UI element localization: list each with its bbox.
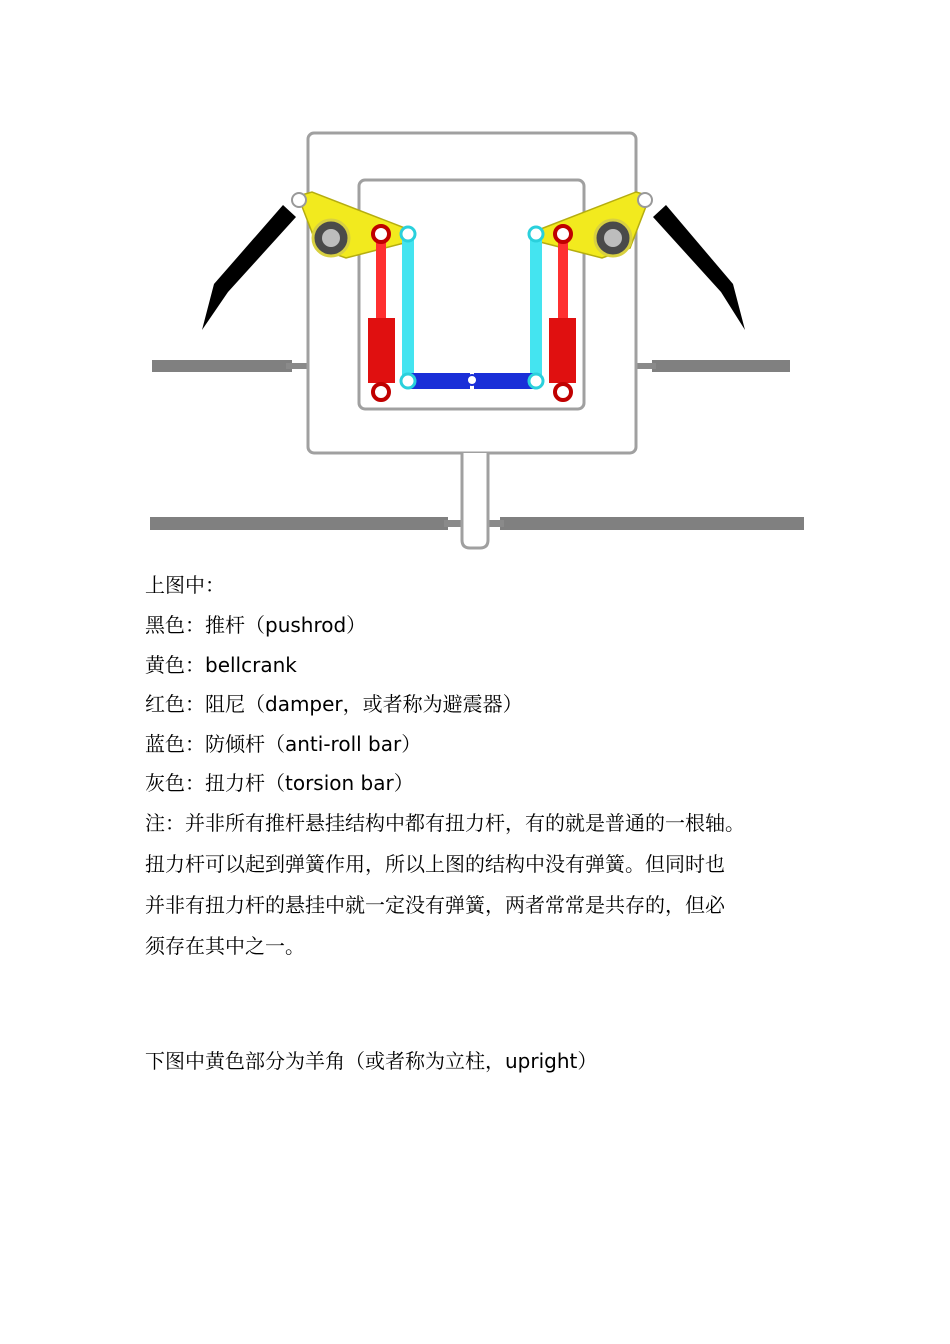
torsion-bar-lower-left [150, 517, 448, 530]
torsion-bar-upper-left [152, 360, 292, 372]
pushrod-left [202, 205, 296, 330]
note-line-4: 须存在其中之一。 [145, 934, 305, 958]
torsion-bar-upper-right [652, 360, 790, 372]
legend-damper: 红色：阻尼（damper，或者称为避震器） [145, 692, 523, 716]
legend-torsion-bar: 灰色：扭力杆（torsion bar） [145, 771, 414, 795]
torsion-bar-lower-right [500, 517, 804, 530]
next-figure-caption: 下图中黄色部分为羊角（或者称为立柱，upright） [145, 1049, 598, 1073]
note-line-1: 注：并非所有推杆悬挂结构中都有扭力杆，有的就是普通的一根轴。 [145, 811, 745, 835]
bellcrank-pivot-left-hub [322, 229, 340, 247]
torsion-bar-upper-right-stub [636, 363, 656, 369]
torsion-bar-upper-left-stub [286, 363, 308, 369]
note-line-2: 扭力杆可以起到弹簧作用，所以上图的结构中没有弹簧。但同时也 [145, 852, 725, 876]
antiroll-bar-left [410, 373, 470, 389]
link-left [402, 234, 414, 382]
caption-intro: 上图中： [145, 573, 225, 597]
pushrod-joint-left [292, 193, 306, 207]
legend-antiroll-bar: 蓝色：防倾杆（anti-roll bar） [145, 732, 422, 756]
pushrod-joint-right [638, 193, 652, 207]
bellcrank-pivot-right-hub [604, 229, 622, 247]
link-bottom-joint-right [529, 374, 543, 388]
legend-pushrod: 黑色：推杆（pushrod） [145, 613, 367, 637]
note-line-3: 并非有扭力杆的悬挂中就一定没有弹簧，两者常常是共存的，但必 [145, 893, 725, 917]
damper-rod-left [376, 240, 386, 322]
damper-body-right [549, 318, 576, 383]
damper-bottom-eye-left [373, 384, 389, 400]
damper-bottom-eye-right [555, 384, 571, 400]
link-top-joint-right [529, 227, 543, 241]
link-right [530, 234, 542, 382]
center-post [462, 453, 488, 548]
link-bottom-joint-left [401, 374, 415, 388]
pushrod-right [653, 205, 745, 330]
damper-body-left [368, 318, 395, 383]
antiroll-bar-right [474, 373, 534, 389]
legend-bellcrank: 黄色：bellcrank [145, 653, 297, 677]
link-top-joint-left [401, 227, 415, 241]
damper-top-eye-right [555, 226, 571, 242]
antiroll-bar-center-pin [467, 375, 477, 385]
damper-rod-right [558, 240, 568, 322]
suspension-diagram [140, 125, 820, 555]
damper-top-eye-left [373, 226, 389, 242]
